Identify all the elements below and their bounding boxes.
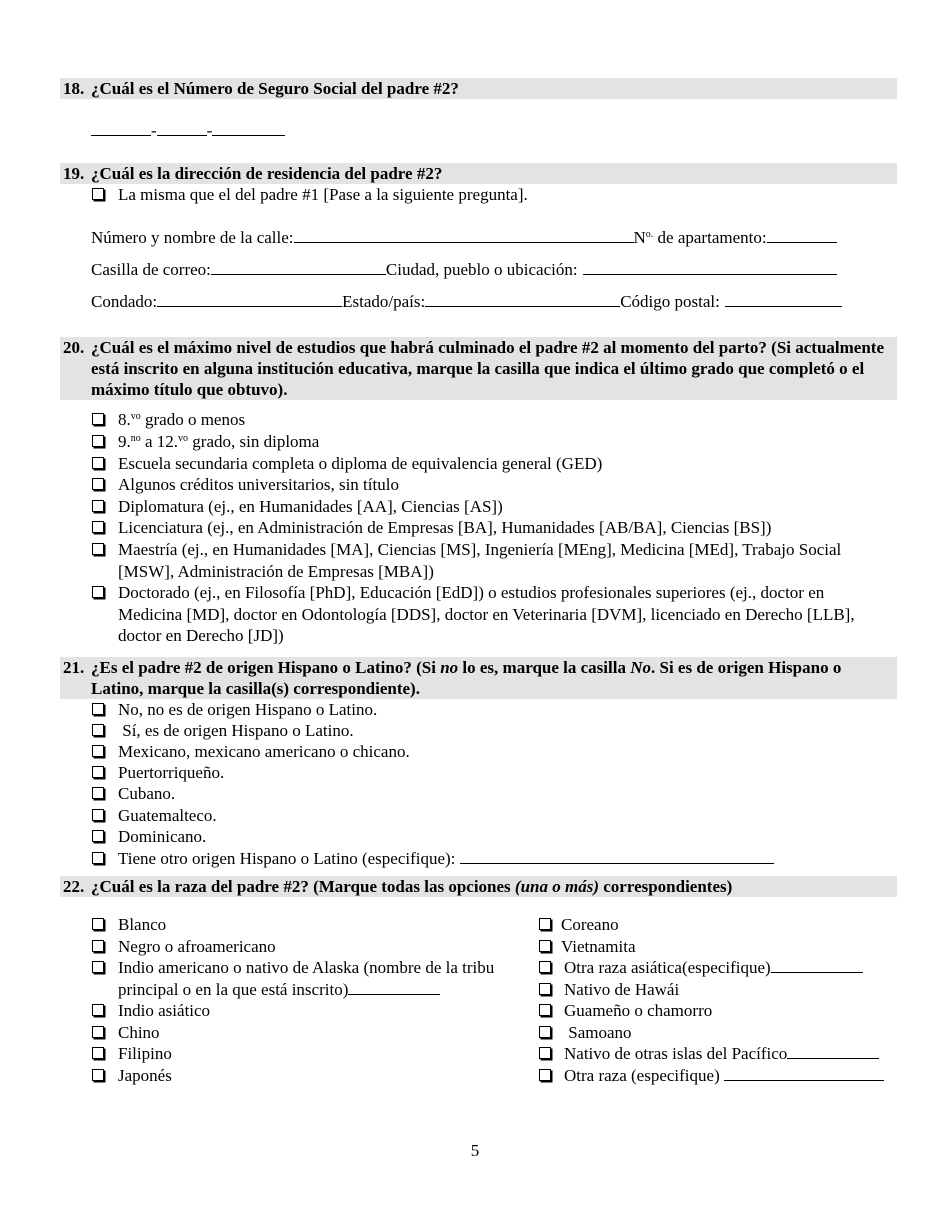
q20-option[interactable]: Maestría (ej., en Humanidades [MA], Ciencias [MS], Ingeniería [MEng], Medicina [MEd], Trabajo Social [MSW], Administración de Empresas [MBA]) bbox=[92, 539, 892, 582]
race-option[interactable]: Filipino bbox=[92, 1043, 892, 1065]
q20-header bbox=[60, 337, 897, 400]
checkbox-icon[interactable] bbox=[92, 703, 104, 715]
state-field[interactable] bbox=[425, 292, 620, 307]
race-option[interactable]: Otra raza asiática(especifique) bbox=[539, 957, 904, 979]
checkbox-icon[interactable] bbox=[92, 435, 104, 447]
q21-number: 21. bbox=[63, 658, 85, 677]
q21-option[interactable]: Sí, es de origen Hispano o Latino. bbox=[92, 720, 892, 742]
q21-option[interactable]: Cubano. bbox=[92, 783, 892, 805]
checkbox-icon[interactable] bbox=[92, 940, 104, 952]
q20-option[interactable]: Escuela secundaria completa o diploma de equivalencia general (GED) bbox=[92, 453, 892, 475]
checkbox-icon[interactable] bbox=[92, 478, 104, 490]
apt-label: $N^{o.}$ de apartamento: bbox=[633, 228, 767, 247]
checkbox-icon[interactable] bbox=[92, 745, 104, 757]
zip-field[interactable] bbox=[725, 292, 842, 307]
q21-option[interactable]: Puertorriqueño. bbox=[92, 762, 892, 784]
checkbox-icon[interactable] bbox=[539, 1069, 551, 1081]
race-option[interactable]: Vietnamita bbox=[539, 936, 904, 958]
q20-option[interactable]: Licenciatura (ej., en Administración de Empresas [BA], Humanidades [AB/BA], Ciencias [BS]) bbox=[92, 517, 892, 539]
race-option[interactable]: Nativo de Hawái bbox=[539, 979, 904, 1001]
q19-header bbox=[60, 163, 897, 184]
checkbox-icon[interactable] bbox=[92, 1047, 104, 1059]
q20-option[interactable]: Doctorado (ej., en Filosofía [PhD], Educación [EdD]) o estudios profesionales superiores (ej., doctor en Medicina [MD], doctor en Odontología [DDS], doctor en Veterinaria [DVM], licenciado en Derecho [LLB], doctor en Derecho [JD]) bbox=[92, 582, 892, 647]
race-option[interactable]: Chino bbox=[92, 1022, 892, 1044]
checkbox-icon[interactable] bbox=[92, 500, 104, 512]
q21-option[interactable]: No, no es de origen Hispano o Latino. bbox=[92, 699, 892, 721]
q22-number: 22. bbox=[63, 877, 85, 896]
q21-option-other[interactable]: Tiene otro origen Hispano o Latino (especifique): bbox=[92, 848, 892, 870]
race-left-column bbox=[92, 914, 512, 1086]
race-option[interactable]: Indio asiático bbox=[92, 1000, 892, 1022]
street-field[interactable] bbox=[294, 228, 634, 243]
q21-option[interactable]: Guatemalteco. bbox=[92, 805, 892, 827]
checkbox-icon[interactable] bbox=[539, 918, 551, 930]
q21-text: ¿Es el padre #2 de origen Hispano o Latino? (Si no lo es, marque la casilla No. Si es de origen Hispano o Latino, marque la casilla(s) correspondiente). bbox=[91, 658, 842, 698]
city-field[interactable] bbox=[583, 260, 837, 275]
other-asian-field[interactable] bbox=[771, 958, 863, 973]
checkbox-icon[interactable] bbox=[92, 1026, 104, 1038]
checkbox-icon[interactable] bbox=[92, 787, 104, 799]
checkbox-icon[interactable] bbox=[539, 961, 551, 973]
q20-option[interactable]: Diplomatura (ej., en Humanidades [AA], Ciencias [AS]) bbox=[92, 496, 892, 518]
checkbox-icon[interactable] bbox=[92, 809, 104, 821]
apt-field[interactable] bbox=[767, 228, 837, 243]
q20-option[interactable]: 8.$^{vo}$ grado o menos bbox=[92, 409, 892, 431]
race-option[interactable]: Blanco bbox=[92, 914, 892, 936]
checkbox-icon[interactable] bbox=[539, 1026, 551, 1038]
checkbox-icon[interactable] bbox=[92, 543, 104, 555]
checkbox-icon[interactable] bbox=[92, 961, 104, 973]
q22-text: ¿Cuál es la raza del padre #2? (Marque todas las opciones (una o más) correspondientes) bbox=[91, 877, 733, 896]
q21-header bbox=[60, 657, 897, 699]
race-option[interactable]: Negro o afroamericano bbox=[92, 936, 892, 958]
checkbox-icon[interactable] bbox=[92, 1004, 104, 1016]
q20-option[interactable]: Algunos créditos universitarios, sin título bbox=[92, 474, 892, 496]
checkbox-icon[interactable] bbox=[92, 521, 104, 533]
q19-same-checkbox[interactable]: La misma que el del padre #1 [Pase a la siguiente pregunta]. bbox=[92, 184, 892, 206]
street-row: Número y nombre de la calle: $N^{o.}$ de apartamento: bbox=[91, 227, 837, 248]
q19-text: ¿Cuál es la dirección de residencia del padre #2? bbox=[91, 164, 443, 183]
checkbox-icon[interactable] bbox=[539, 1047, 551, 1059]
other-race-field[interactable] bbox=[724, 1066, 884, 1081]
checkbox-icon[interactable] bbox=[539, 983, 551, 995]
checkbox-icon[interactable] bbox=[92, 852, 104, 864]
county-field[interactable] bbox=[157, 292, 342, 307]
q21-option[interactable]: Mexicano, mexicano americano o chicano. bbox=[92, 741, 892, 763]
checkbox-icon[interactable] bbox=[92, 586, 104, 598]
checkbox-icon[interactable] bbox=[539, 940, 551, 952]
race-option[interactable]: Nativo de otras islas del Pacífico bbox=[539, 1043, 904, 1065]
checkbox-icon[interactable] bbox=[539, 1004, 551, 1016]
checkbox-icon[interactable] bbox=[92, 188, 104, 200]
checkbox-icon[interactable] bbox=[92, 1069, 104, 1081]
q18-number: 18. bbox=[63, 79, 85, 98]
race-option[interactable]: Samoano bbox=[539, 1022, 904, 1044]
tribe-field[interactable] bbox=[348, 980, 440, 995]
race-right-column bbox=[539, 914, 904, 1086]
ssn-field[interactable]: - - bbox=[91, 120, 285, 141]
checkbox-icon[interactable] bbox=[92, 830, 104, 842]
other-origin-field[interactable] bbox=[460, 849, 774, 864]
checkbox-icon[interactable] bbox=[92, 918, 104, 930]
checkbox-icon[interactable] bbox=[92, 766, 104, 778]
pobox-field[interactable] bbox=[211, 260, 386, 275]
pobox-row: Casilla de correo: Ciudad, pueblo o ubicación: bbox=[91, 259, 837, 280]
checkbox-icon[interactable] bbox=[92, 724, 104, 736]
race-option[interactable]: Coreano bbox=[539, 914, 904, 936]
race-option[interactable]: Guameño o chamorro bbox=[539, 1000, 904, 1022]
race-option[interactable]: Japonés bbox=[92, 1065, 892, 1087]
race-option[interactable]: Otra raza (especifique) bbox=[539, 1065, 904, 1087]
q21-option[interactable]: Dominicano. bbox=[92, 826, 892, 848]
checkbox-icon[interactable] bbox=[92, 413, 104, 425]
checkbox-icon[interactable] bbox=[92, 457, 104, 469]
pacific-islander-field[interactable] bbox=[787, 1044, 879, 1059]
q20-option[interactable]: 9.$^{no}$ a 12.$^{vo}$ grado, sin diploma bbox=[92, 431, 892, 453]
q20-number: 20. bbox=[63, 338, 85, 357]
q18-text: ¿Cuál es el Número de Seguro Social del padre #2? bbox=[91, 79, 459, 98]
page-number: 5 bbox=[470, 1141, 480, 1160]
q22-header bbox=[60, 876, 897, 897]
q19-number: 19. bbox=[63, 164, 85, 183]
race-option[interactable]: Indio americano o nativo de Alaska (nombre de la tribu principal o en la que está inscrito) bbox=[92, 957, 512, 1000]
county-row: Condado: Estado/país: Código postal: bbox=[91, 291, 842, 312]
q20-text: ¿Cuál es el máximo nivel de estudios que habrá culminado el padre #2 al momento del parto? (Si actualmente está inscrito en alguna institución educativa, marque la casilla que indica el último grado que completó o el máximo título que obtuvo). bbox=[91, 338, 885, 399]
q18-header bbox=[60, 78, 897, 99]
